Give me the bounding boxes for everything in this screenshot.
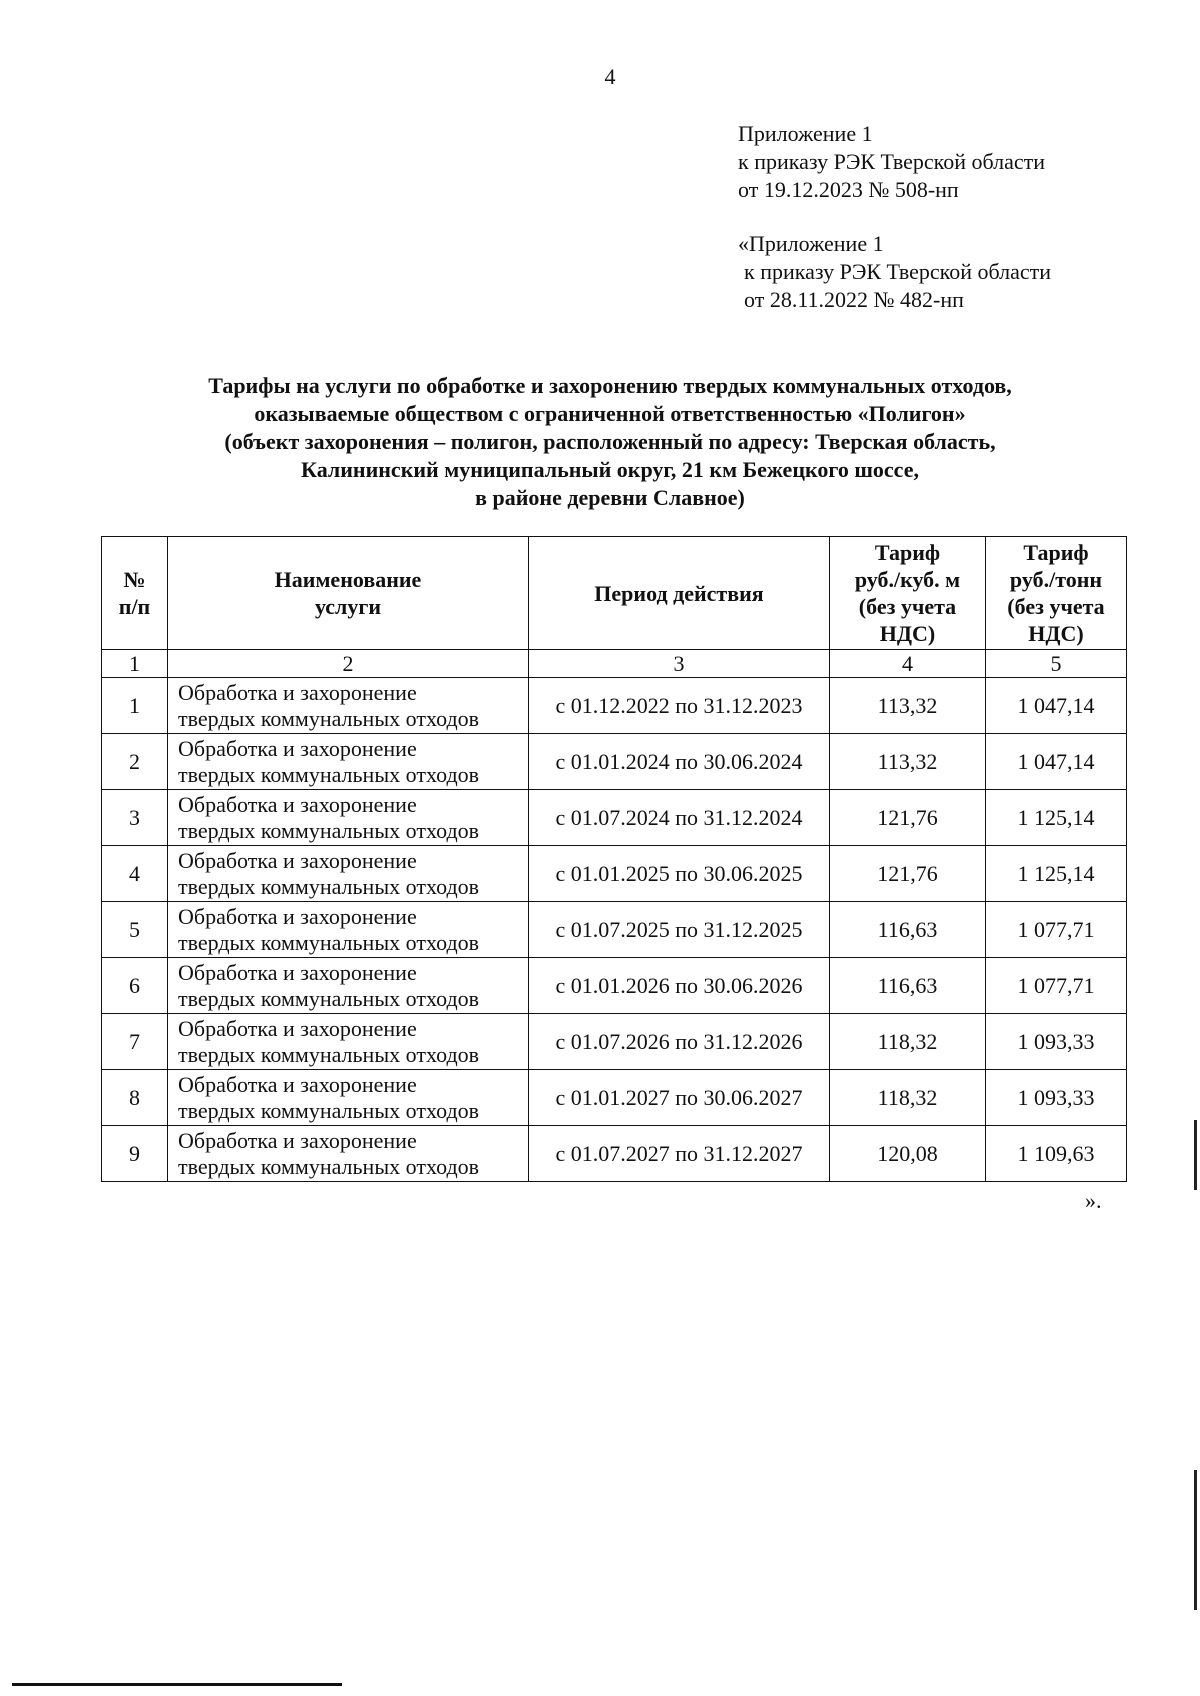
table-row (102, 1126, 1127, 1182)
row-number: 8 (102, 1070, 168, 1126)
header-text: Период действия (594, 580, 764, 606)
appendix-current-header (738, 120, 1045, 204)
tariff-per-m3: 118,32 (830, 1014, 986, 1070)
validity-period: с 01.07.2024 по 31.12.2024 (529, 790, 830, 846)
header-text: (без учета (1007, 594, 1105, 619)
service-name-line: твердых коммунальных отходов (178, 1097, 480, 1123)
service-name (168, 790, 529, 846)
table-row (102, 734, 1127, 790)
validity-period: с 01.07.2026 по 31.12.2026 (529, 1014, 830, 1070)
page-number: 4 (604, 64, 616, 89)
appendix-order-ref: к приказу РЭК Тверской области (738, 149, 1046, 174)
row-number: 1 (102, 678, 168, 734)
tariff-per-m3: 121,76 (830, 846, 986, 902)
appendix-order-date: от 19.12.2023 № 508-нп (738, 177, 959, 202)
table-header-row (102, 537, 1127, 650)
tariff-per-m3: 118,32 (830, 1070, 986, 1126)
row-number: 7 (102, 1014, 168, 1070)
tariff-per-ton: 1 047,14 (986, 678, 1127, 734)
tariff-table (101, 536, 1127, 1182)
table-row (102, 958, 1127, 1014)
header-number (102, 537, 168, 650)
header-text: услуги (314, 594, 382, 619)
title-line: в районе деревни Славное) (475, 485, 745, 510)
service-name-line: Обработка и захоронение (178, 735, 417, 761)
footer-rule (12, 1683, 342, 1686)
table-row (102, 846, 1127, 902)
tariff-per-m3: 116,63 (830, 958, 986, 1014)
service-name-line: Обработка и захоронение (178, 1071, 417, 1097)
tariff-per-ton: 1 125,14 (986, 790, 1127, 846)
row-number: 6 (102, 958, 168, 1014)
column-number: 5 (986, 650, 1127, 678)
tariff-per-ton: 1 047,14 (986, 734, 1127, 790)
header-text: руб./куб. м (854, 567, 961, 592)
appendix-previous-header (738, 230, 1051, 314)
tariff-per-ton: 1 125,14 (986, 846, 1127, 902)
appendix-order-ref: к приказу РЭК Тверской области (744, 259, 1052, 284)
header-text: Наименование (274, 567, 422, 592)
tariff-per-ton: 1 077,71 (986, 902, 1127, 958)
column-number: 1 (102, 650, 168, 678)
service-name-line: Обработка и захоронение (178, 903, 417, 929)
title-line: (объект захоронения – полигон, расположенный по адресу: Тверская область, (224, 429, 996, 454)
header-text: Тариф (874, 540, 941, 565)
service-name-line: твердых коммунальных отходов (178, 873, 480, 899)
tariff-per-ton: 1 109,63 (986, 1126, 1127, 1182)
service-name-line: твердых коммунальных отходов (178, 929, 480, 955)
tariff-per-ton: 1 093,33 (986, 1070, 1127, 1126)
header-text: № (123, 567, 146, 592)
validity-period: с 01.01.2027 по 30.06.2027 (529, 1070, 830, 1126)
validity-period: с 01.01.2024 по 30.06.2024 (529, 734, 830, 790)
scan-edge-mark (1194, 1470, 1197, 1610)
tariff-per-m3: 113,32 (830, 678, 986, 734)
service-name (168, 734, 529, 790)
table-row (102, 1070, 1127, 1126)
service-name-line: Обработка и захоронение (178, 1127, 417, 1153)
service-name-line: твердых коммунальных отходов (178, 985, 480, 1011)
document-title (0, 372, 1200, 512)
service-name-line: твердых коммунальных отходов (178, 705, 480, 731)
column-number: 3 (529, 650, 830, 678)
row-number: 4 (102, 846, 168, 902)
title-line: Калининский муниципальный округ, 21 км Бежецкого шоссе, (301, 457, 919, 482)
row-number: 3 (102, 790, 168, 846)
column-number: 4 (830, 650, 986, 678)
row-number: 5 (102, 902, 168, 958)
service-name (168, 1014, 529, 1070)
service-name-line: твердых коммунальных отходов (178, 1041, 480, 1067)
service-name (168, 902, 529, 958)
row-number: 9 (102, 1126, 168, 1182)
title-line: Тарифы на услуги по обработке и захоронению твердых коммунальных отходов, (208, 373, 1012, 398)
closing-quote: ». (1085, 1188, 1102, 1213)
header-text: НДС) (879, 621, 936, 646)
scan-edge-mark (1194, 1120, 1197, 1190)
tariff-per-ton: 1 093,33 (986, 1014, 1127, 1070)
validity-period: с 01.07.2027 по 31.12.2027 (529, 1126, 830, 1182)
header-text: п/п (118, 594, 151, 619)
table-row (102, 902, 1127, 958)
validity-period: с 01.01.2025 по 30.06.2025 (529, 846, 830, 902)
tariff-per-m3: 120,08 (830, 1126, 986, 1182)
service-name (168, 1070, 529, 1126)
appendix-title: «Приложение 1 (738, 231, 884, 256)
title-line: оказываемые обществом с ограниченной ответственностью «Полигон» (254, 401, 966, 426)
service-name (168, 846, 529, 902)
service-name-line: твердых коммунальных отходов (178, 761, 480, 787)
validity-period: с 01.01.2026 по 30.06.2026 (529, 958, 830, 1014)
appendix-order-date: от 28.11.2022 № 482-нп (744, 287, 964, 312)
appendix-title: Приложение 1 (738, 121, 873, 146)
header-text: (без учета (858, 594, 957, 619)
column-number: 2 (168, 650, 529, 678)
service-name-line: Обработка и захоронение (178, 679, 417, 705)
validity-period: с 01.07.2025 по 31.12.2025 (529, 902, 830, 958)
row-number: 2 (102, 734, 168, 790)
header-period (529, 537, 830, 650)
table-body (102, 678, 1127, 1182)
service-name (168, 1126, 529, 1182)
service-name (168, 958, 529, 1014)
table-row (102, 790, 1127, 846)
service-name-line: твердых коммунальных отходов (178, 1153, 480, 1179)
table-row (102, 1014, 1127, 1070)
validity-period: с 01.12.2022 по 31.12.2023 (529, 678, 830, 734)
tariff-per-m3: 113,32 (830, 734, 986, 790)
tariff-per-ton: 1 077,71 (986, 958, 1127, 1014)
service-name-line: Обработка и захоронение (178, 1015, 417, 1041)
column-number-row (102, 650, 1127, 678)
header-text: Тариф (1023, 540, 1089, 565)
service-name-line: Обработка и захоронение (178, 847, 417, 873)
service-name-line: Обработка и захоронение (178, 959, 417, 985)
header-tariff-per-ton (986, 537, 1127, 650)
header-text: руб./тонн (1009, 567, 1103, 592)
header-text: НДС) (1028, 621, 1084, 646)
tariff-per-m3: 116,63 (830, 902, 986, 958)
service-name-line: твердых коммунальных отходов (178, 817, 480, 843)
service-name (168, 678, 529, 734)
tariff-per-m3: 121,76 (830, 790, 986, 846)
service-name-line: Обработка и захоронение (178, 791, 417, 817)
table-row (102, 678, 1127, 734)
header-tariff-per-m3 (830, 537, 986, 650)
header-service-name (168, 537, 529, 650)
